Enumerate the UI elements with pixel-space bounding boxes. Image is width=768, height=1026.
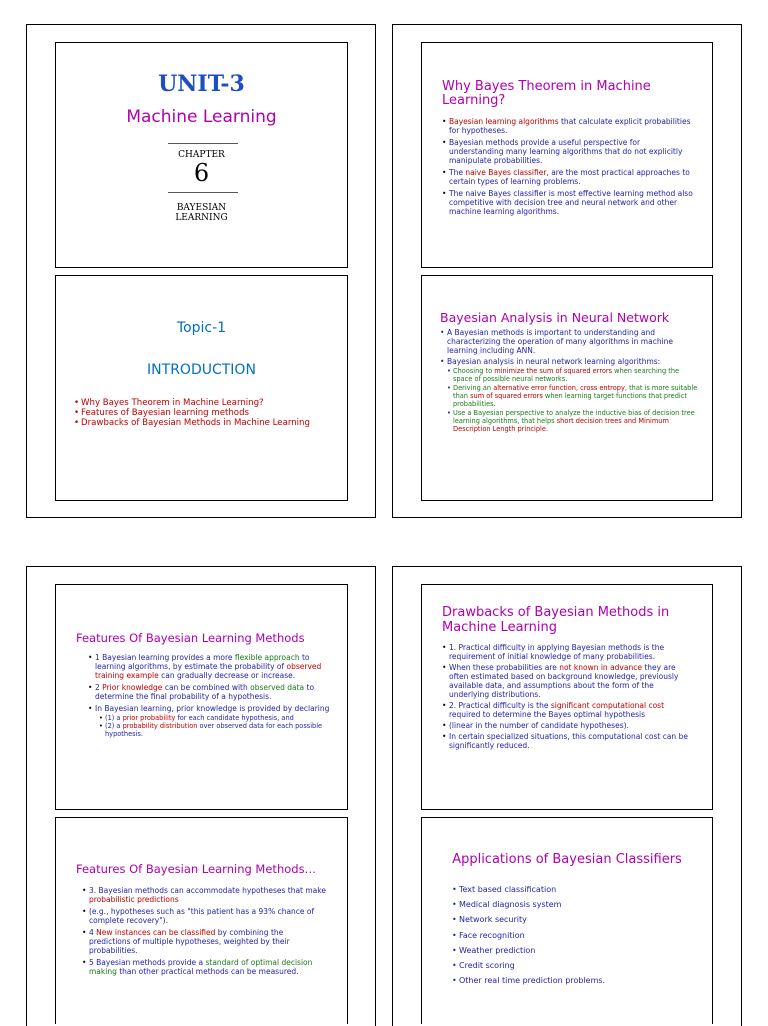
list-item-text: The (449, 168, 466, 177)
list-item (82, 958, 327, 976)
list-item-text: Deriving an (453, 384, 494, 392)
slide-title: Applications of Bayesian Classifiers (452, 852, 682, 867)
application-list (452, 885, 702, 991)
list-item-text: (2) a (105, 722, 123, 730)
list-item-text: standard of optimal decision making (89, 958, 313, 976)
list-item-text: than other practical methods can be measured. (116, 967, 299, 976)
chapter-title-line2: LEARNING (175, 213, 228, 223)
list-item: • Text based classification (452, 885, 702, 894)
bullet-list (82, 886, 327, 979)
list-item (99, 722, 333, 738)
sub-list (447, 367, 698, 433)
list-item (88, 704, 333, 738)
list-item-text: they are often estimated based on background knowledge, previously available data, and assumptions about the form of the underlying distributions. (449, 663, 679, 699)
list-item (447, 409, 698, 433)
list-item (447, 367, 698, 383)
slide-unit-title (55, 42, 348, 268)
list-item-text: Bayesian methods provide a useful perspective for understanding many learning algorithms that do not explicitly manipulate probabilities. (449, 138, 683, 165)
bullet-list (442, 117, 696, 219)
list-item (88, 683, 333, 701)
list-item-text: flexible approach (234, 653, 300, 662)
list-item-text: that calculate explicit probabilities for hypotheses. (449, 117, 691, 135)
list-item-text: 2. Practical difficulty is the (449, 701, 551, 710)
list-item-text: sum of squared errors (470, 392, 543, 400)
topic-list (74, 399, 339, 429)
list-item-text: 4 (89, 928, 97, 937)
list-item (442, 189, 696, 216)
list-item (442, 643, 696, 661)
list-item: • A Bayesian methods is important to understanding and characterizing the operation of many algorithms in machine learning including ANN. (440, 328, 698, 355)
topic-label: Topic-1 (176, 320, 227, 336)
list-item: • Drawbacks of Bayesian Methods in Machine Learning (74, 419, 339, 428)
list-item-text: observed data (250, 683, 305, 692)
list-item-text: naive Bayes classifier (465, 168, 547, 177)
list-item-text: alternative error function, cross entropy (493, 384, 625, 392)
list-item (442, 138, 696, 165)
list-item-text: In Bayesian learning, prior knowledge is provided by declaring (95, 704, 330, 713)
list-item-text: (linear in the number of candidate hypotheses). (449, 721, 629, 730)
list-item (442, 701, 696, 719)
slide-title: Features Of Bayesian Learning Methods (76, 631, 305, 645)
list-item-text: , that is more suitable than (453, 384, 698, 400)
list-item-text: by combining the predictions of multiple hypotheses, weighted by their probabilities. (89, 928, 290, 955)
list-item-text: The naive Bayes classifier is most effective learning method also competitive with decision tree and neural network and other machine learning algorithms. (449, 189, 693, 216)
list-item-text: 1. Practical difficulty in applying Bayesian methods is the requirement of initial knowledge of many probabilities. (449, 643, 665, 661)
list-item-text: prior probability (122, 714, 176, 722)
list-item (440, 357, 698, 433)
list-item-text: Use a Bayesian perspective to analyze the inductive bias of decision tree learning algorithms, that helps (453, 409, 695, 425)
chapter-label: CHAPTER (178, 150, 225, 160)
slide-features-1 (55, 584, 348, 810)
list-item-text: Prior knowledge (102, 683, 163, 692)
chapter-rule-top (168, 143, 238, 144)
list-item-text: Bayesian learning algorithms (449, 117, 559, 126)
list-item: • Face recognition (452, 931, 702, 940)
list-item-text: can gradually decrease or increase. (158, 671, 296, 680)
list-item-text: (1) a (105, 714, 123, 722)
subject-heading: Machine Learning (126, 107, 277, 127)
section-heading: INTRODUCTION (147, 362, 256, 378)
bullet-list (88, 653, 333, 741)
list-item (82, 928, 327, 955)
list-item-text: over observed data for each possible hypothesis. (105, 722, 323, 738)
list-item-text: 5 Bayesian methods provide a (89, 958, 206, 967)
chapter-rule-bottom (168, 192, 238, 193)
list-item: • Weather prediction (452, 946, 702, 955)
list-item-text: In certain specialized situations, this computational cost can be significantly reduced. (449, 732, 688, 750)
list-item (88, 653, 333, 680)
list-item: • Features of Bayesian learning methods (74, 409, 339, 418)
list-item-text: minimize the sum of squared errors (494, 367, 613, 375)
list-item-text: can be combined with (162, 683, 251, 692)
list-item-text: 1 Bayesian learning provides a more (95, 653, 235, 662)
slide-bayesian-analysis-nn (421, 275, 713, 501)
list-item-text: when searching the space of possible neural networks. (453, 367, 680, 383)
list-item: • Credit scoring (452, 961, 702, 970)
list-item-text: probabilistic predictions (89, 895, 179, 904)
list-item: • Medical diagnosis system (452, 900, 702, 909)
slide-title: Why Bayes Theorem in Machine Learning? (442, 79, 651, 108)
list-item (442, 732, 696, 750)
list-item-text: when learning target functions that predict probabilities. (453, 392, 687, 408)
list-item (442, 168, 696, 186)
slide-features-2 (55, 817, 348, 1024)
list-item-text: significant computational cost (550, 701, 665, 710)
list-item-text: for each candidate hypothesis, and (175, 714, 294, 722)
slide-why-bayes (421, 42, 713, 268)
list-item (82, 886, 327, 904)
slide-title: Features Of Bayesian Learning Methods… (76, 862, 317, 876)
list-item: • Why Bayes Theorem in Machine Learning? (74, 399, 339, 408)
slide-applications (421, 817, 713, 1024)
slide-drawbacks (421, 584, 713, 810)
list-item-text: Choosing to (453, 367, 495, 375)
list-item-text: , are the most practical approaches to certain types of learning problems. (449, 168, 690, 186)
list-item-text: 3. Bayesian methods can accommodate hypotheses that make (89, 886, 326, 895)
sub-list (99, 714, 333, 738)
list-item: • Network security (452, 915, 702, 924)
list-item (99, 714, 333, 722)
list-item-text: (e.g., hypotheses such as "this patient has a 93% chance of complete recovery"). (89, 907, 315, 925)
slide-title: Bayesian Analysis in Neural Network (440, 310, 670, 325)
list-item (442, 663, 696, 699)
unit-heading: UNIT-3 (158, 71, 245, 97)
list-item-text: to learning algorithms, by estimate the probability of (95, 653, 310, 671)
slide-title: Drawbacks of Bayesian Methods in Machine Learning (442, 605, 670, 635)
bullet-list (442, 643, 696, 752)
list-item-text: observed training example (95, 662, 322, 680)
list-item (442, 117, 696, 135)
chapter-number: 6 (193, 159, 210, 187)
list-item-text: When these probabilities are (449, 663, 560, 672)
list-item-text: short decision trees and Minimum Description Length principle. (453, 417, 669, 433)
list-item-text: not known in advance (559, 663, 642, 672)
list-item (82, 907, 327, 925)
list-item-text: to determine the final probability of a hypothesis. (95, 683, 315, 701)
list-item-text: probability distribution (122, 722, 198, 730)
list-item (447, 384, 698, 408)
list-item-text: required to determine the Bayes optimal hypothesis (449, 710, 646, 719)
bullet-list (440, 328, 698, 435)
list-item-text: Bayesian analysis in neural network learning algorithms: (447, 357, 661, 366)
list-item-text: New instances can be classified (96, 928, 216, 937)
list-item (442, 721, 696, 730)
chapter-title-line1: BAYESIAN (176, 203, 227, 213)
list-item-text: 2 (95, 683, 103, 692)
list-item: • Other real time prediction problems. (452, 976, 702, 985)
slide-introduction (55, 275, 348, 501)
